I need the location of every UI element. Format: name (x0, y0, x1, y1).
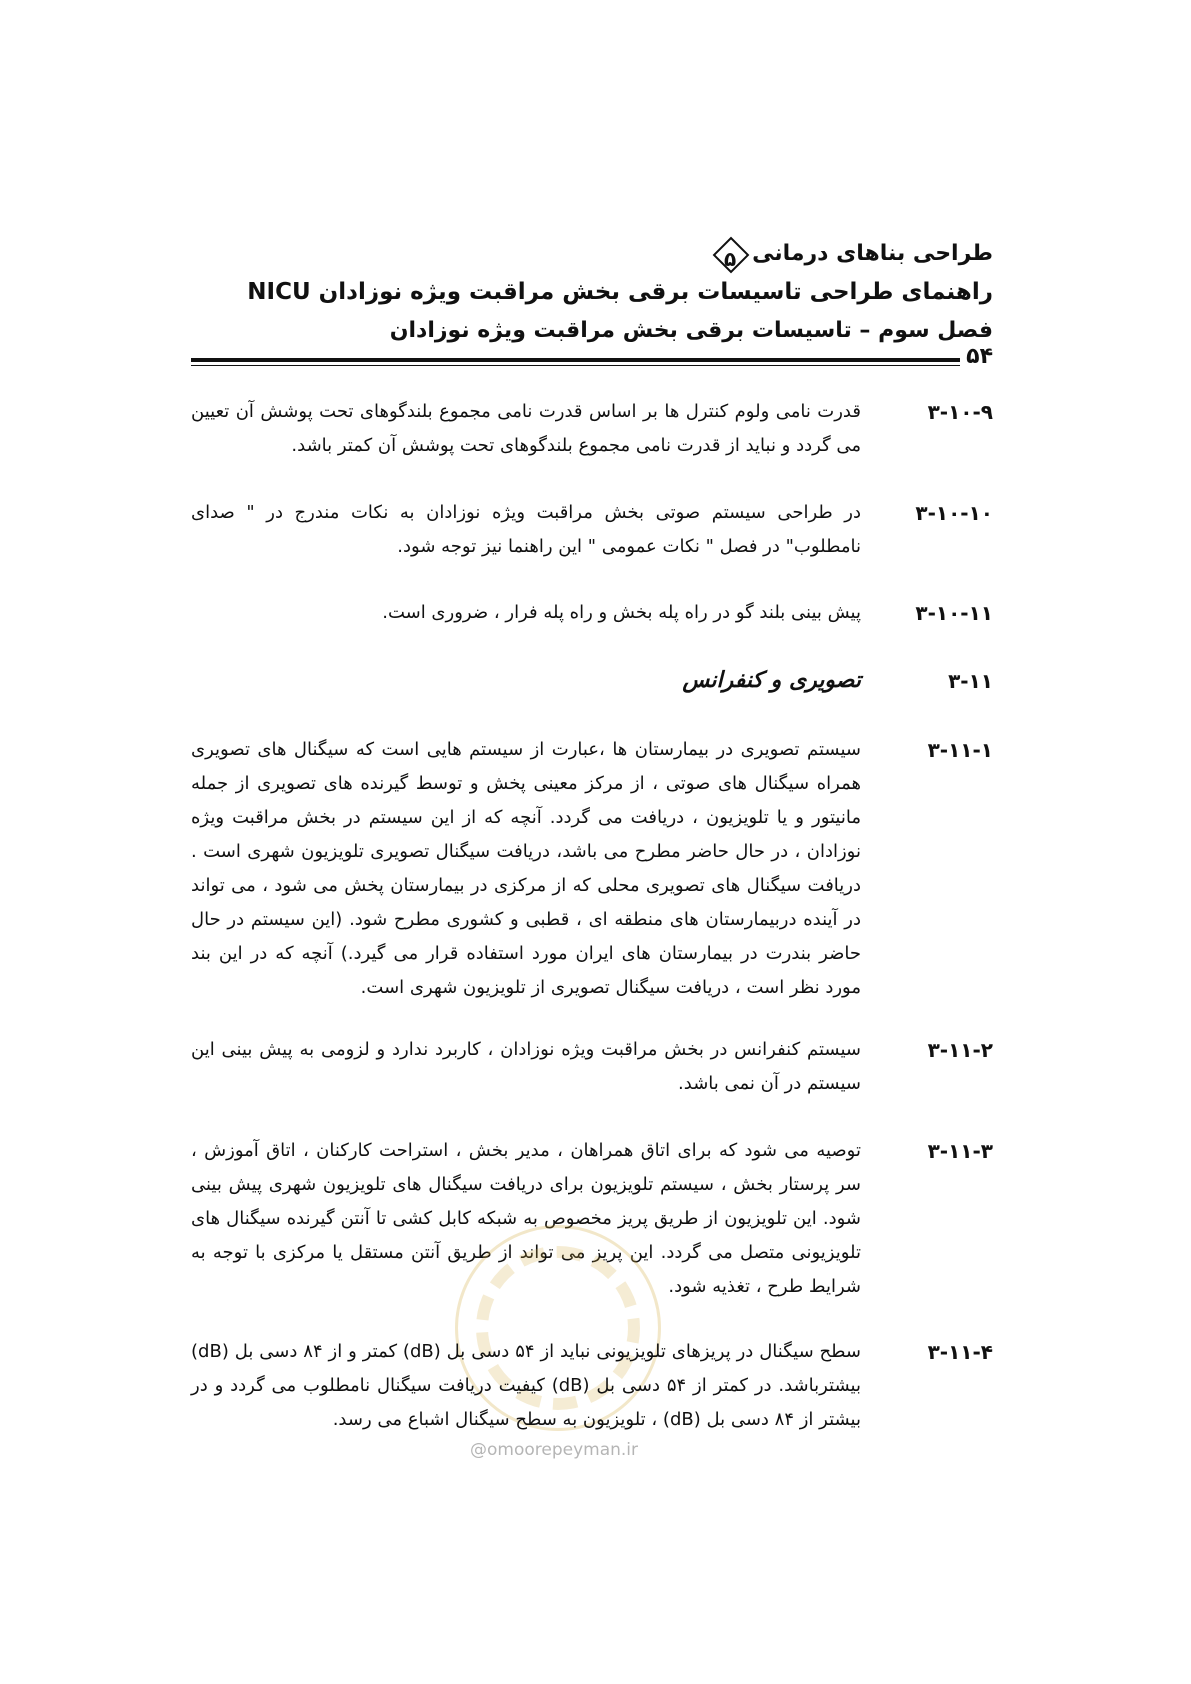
clause-number: ۳-۱۰-۱۱ (915, 601, 993, 625)
clause-3-11-1 (191, 733, 993, 1005)
page-header (191, 236, 993, 370)
clause-number: ۳-۱۱-۲ (927, 1038, 993, 1062)
clause-text: سیستم کنفرانس در بخش مراقبت ویژه نوزادان ، کاربرد ندارد و لزومی به پیش بینی این سیستم در آن نمی باشد. (191, 1039, 861, 1094)
clause-3-10-9 (191, 395, 993, 463)
clause-number: ۳-۱۰-۹ (927, 400, 993, 424)
clause-text: سیستم تصویری در بیمارستان ها ،عبارت از سیستم هایی است که سیگنال های تصویری همراه سیگنال های صوتی ، از مرکز معینی پخش و توسط گیرنده های تصویری از جمله مانیتور و یا تلویزیون ، دریافت می گردد. آنچه که از این سیستم در بخش مراقبت ویژه نوزادان ، در حال حاضر مطرح می باشد، دریافت سیگنال تصویری تلویزیون شهری است . دریافت سیگنال های تصویری محلی که از مرکزی در بیمارستان پخش می شود ، می تواند در آینده دربیمارستان های منطقه ای ، قطبی و کشوری مطرح شود. (این سیستم در حال حاضر بندرت در بیمارستان های ایران مورد استفاده قرار می گیرد.) آنچه که در این بند مورد نظر است ، دریافت سیگنال تصویری از تلویزیون شهری است. (191, 739, 861, 998)
clause-number: ۳-۱۰-۱۰ (915, 501, 993, 525)
book-title-row (191, 236, 993, 272)
clause-text: پیش بینی بلند گو در راه پله بخش و راه پله فرار ، ضروری است. (382, 602, 861, 623)
clause-text: قدرت نامی ولوم کنترل ها بر اساس قدرت نامی مجموع بلندگوهای تحت پوشش آن تعیین می گردد و نباید از قدرت نامی مجموع بلندگوهای تحت پوشش آن کمتر باشد. (191, 401, 861, 456)
section-title: تصویری و کنفرانس (682, 668, 861, 693)
book-number: ۵ (723, 247, 737, 271)
chapter-title: فصل سوم – تاسیسات برقی بخش مراقبت ویژه نوزادان (389, 318, 993, 343)
book-title: طراحی بناهای درمانی (752, 241, 993, 266)
header-divider (191, 358, 960, 366)
section-3-11-heading (191, 664, 993, 698)
watermark-url: @omoorepeyman.ir (470, 1440, 639, 1460)
section-number: ۳-۱۱ (948, 669, 993, 693)
clause-number: ۳-۱۱-۳ (927, 1139, 993, 1163)
clause-3-10-10 (191, 496, 993, 564)
clause-number: ۳-۱۱-۱ (927, 738, 993, 762)
clause-text: سطح سیگنال در پریزهای تلویزیونی نباید از ۵۴ دسی بل (dB) کمتر و از ۸۴ دسی بل (dB) بیشترباشد. در کمتر از ۵۴ دسی بل (dB) کیفیت دریافت سیگنال نامطلوب می گردد و در بیشتر از ۸۴ دسی بل (dB) ، تلویزیون به سطح سیگنال اشباع می رسد. (191, 1341, 862, 1430)
page-number: ۵۴ (966, 344, 993, 369)
clause-text: توصیه می شود که برای اتاق همراهان ، مدیر بخش ، استراحت کارکنان ، اتاق آموزش ، سر پرستار بخش ، سیستم تلویزیون برای دریافت سیگنال های تلویزیون شهری پیش بینی شود. این تلویزیون از طریق پریز مخصوص به شبکه کابل کشی تا آنتن گیرنده سیگنال های تلویزیونی متصل می گردد. این پریز می تواند از طریق آنتن مستقل یا مرکزی با توجه به شرایط طرح ، تغذیه شود. (191, 1140, 861, 1297)
clause-3-11-4 (191, 1335, 993, 1437)
book-number-badge (710, 237, 750, 271)
clause-number: ۳-۱۱-۴ (927, 1340, 993, 1364)
clause-3-11-2 (191, 1033, 993, 1101)
clause-3-10-11 (191, 596, 993, 630)
guide-title: راهنمای طراحی تاسیسات برقی بخش مراقبت ویژه نوزادان NICU (247, 279, 993, 305)
clause-text: در طراحی سیستم صوتی بخش مراقبت ویژه نوزادان به نکات مندرج در " صدای نامطلوب" در فصل " نکات عمومی " این راهنما نیز توجه شود. (191, 502, 861, 557)
